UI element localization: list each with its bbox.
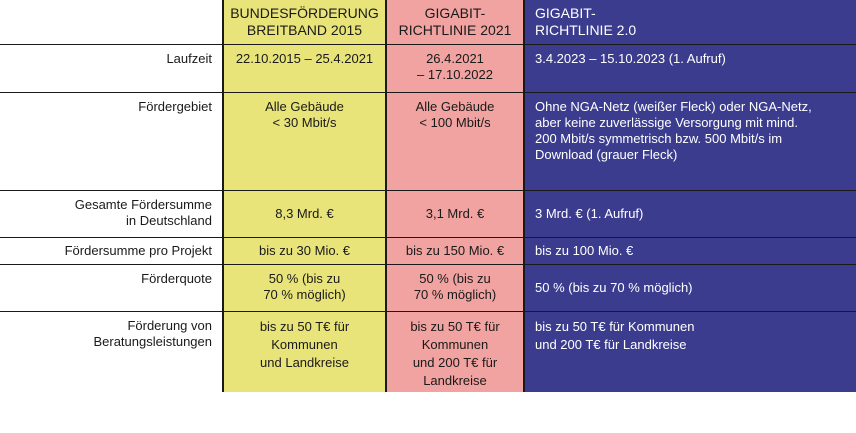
header-empty [0,0,224,45]
row-label-beratungsleistungen: Förderung von Beratungsleistungen [0,312,224,392]
row-label-foerdersumme-projekt: Fördersumme pro Projekt [0,238,224,265]
row-label-laufzeit: Laufzeit [0,45,224,93]
cell-laufzeit-2015: 22.10.2015 – 25.4.2021 [224,45,387,93]
cell-foerderquote-2-0: 50 % (bis zu 70 % möglich) [525,265,856,312]
cell-gesamtsumme-2015: 8,3 Mrd. € [224,191,387,238]
cell-projektsumme-2015: bis zu 30 Mio. € [224,238,387,265]
cell-projektsumme-2-0: bis zu 100 Mio. € [525,238,856,265]
header-col-gigabit-2-0: GIGABIT- RICHTLINIE 2.0 [525,0,856,45]
cell-projektsumme-2021: bis zu 150 Mio. € [387,238,525,265]
cell-beratung-2-0: bis zu 50 T€ für Kommunen und 200 T€ für Landkreise [525,312,856,392]
cell-beratung-2015: bis zu 50 T€ für Kommunen und Landkreise [224,312,387,392]
cell-gesamtsumme-2021: 3,1 Mrd. € [387,191,525,238]
row-label-foerdergebiet: Fördergebiet [0,93,224,191]
header-col-gigabit-2021: GIGABIT- RICHTLINIE 2021 [387,0,525,45]
row-label-gesamte-foerdersumme: Gesamte Fördersumme in Deutschland [0,191,224,238]
cell-laufzeit-2021: 26.4.2021 – 17.10.2022 [387,45,525,93]
cell-gesamtsumme-2-0: 3 Mrd. € (1. Aufruf) [525,191,856,238]
cell-foerdergebiet-2021: Alle Gebäude < 100 Mbit/s [387,93,525,191]
cell-foerderquote-2021: 50 % (bis zu 70 % möglich) [387,265,525,312]
cell-laufzeit-2-0: 3.4.2023 – 15.10.2023 (1. Aufruf) [525,45,856,93]
cell-beratung-2021: bis zu 50 T€ für Kommunen und 200 T€ für Landkreise [387,312,525,392]
header-col-breitband-2015: BUNDESFÖRDERUNG BREITBAND 2015 [224,0,387,45]
cell-foerderquote-2015: 50 % (bis zu 70 % möglich) [224,265,387,312]
row-label-foerderquote: Förderquote [0,265,224,312]
cell-foerdergebiet-2-0: Ohne NGA-Netz (weißer Fleck) oder NGA-Netz, aber keine zuverlässige Versorgung mit mind. 200 Mbit/s symmetrisch bzw. 500 Mbit/s im Download (grauer Fleck) [525,93,856,191]
cell-foerdergebiet-2015: Alle Gebäude < 30 Mbit/s [224,93,387,191]
